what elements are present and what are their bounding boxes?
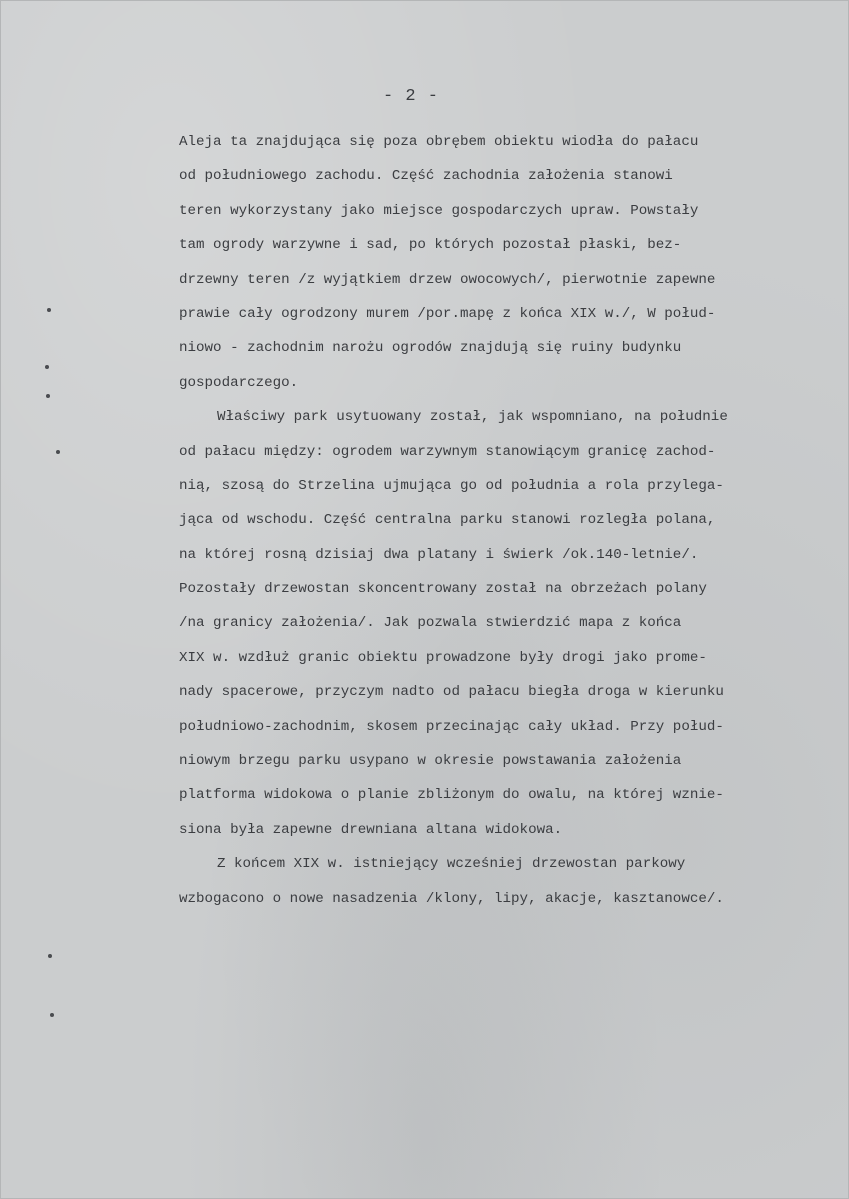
text-line: Pozostały drzewostan skoncentrowany został na obrzeżach polany [179,581,707,598]
text-line: wzbogacono o nowe nasadzenia /klony, lipy, akacje, kasztanowce/. [179,890,724,907]
margin-mark [45,365,49,369]
text-line: południowo-zachodnim, skosem przecinając cały układ. Przy połud- [179,718,724,735]
text-line: niowym brzegu parku usypano w okresie powstawania założenia [179,753,682,770]
text-line: nią, szosą do Strzelina ujmująca go od południa a rola przylega- [179,477,724,494]
text-line: Aleja ta znajdująca się poza obrębem obiektu wiodła do pałacu [179,134,699,150]
text-line: nady spacerowe, przyczym nadto od pałacu biegła droga w kierunku [179,684,724,701]
margin-mark [47,308,51,312]
text-line: XIX w. wzdłuż granic obiektu prowadzone były drogi jako prome- [179,649,707,666]
text-line: niowo - zachodnim narożu ogrodów znajdują się ruiny budynku [179,340,682,357]
margin-mark [46,394,50,398]
text-line: tam ogrody warzywne i sad, po których pozostał płaski, bez- [179,237,682,254]
text-line: platforma widokowa o planie zbliżonym do owalu, na której wznie- [179,787,724,804]
body-text [179,125,839,916]
text-line: od pałacu między: ogrodem warzywnym stanowiącym granicę zachod- [179,443,716,460]
text-line: gospodarczego. [179,374,299,391]
text-line: prawie cały ogrodzony murem /por.mapę z końca XIX w./, W połud- [179,305,716,322]
margin-mark [56,450,60,454]
margin-mark [50,1013,54,1017]
text-line: od południowego zachodu. Część zachodnia założenia stanowi [179,168,673,185]
text-line: teren wykorzystany jako miejsce gospodarczych upraw. Powstały [179,202,699,219]
paragraph-start-line: Z końcem XIX w. istniejący wcześniej drzewostan parkowy [217,856,686,873]
text-line: na której rosną dzisiaj dwa platany i świerk /ok.140-letnie/. [179,546,699,563]
text-line: jąca od wschodu. Część centralna parku stanowi rozległa polana, [179,512,716,529]
text-line: drzewny teren /z wyjątkiem drzew owocowych/, pierwotnie zapewne [179,271,716,288]
margin-mark [48,954,52,958]
text-line: /na granicy założenia/. Jak pozwala stwierdzić mapa z końca [179,615,682,632]
page-number: - 2 - [382,87,439,106]
paragraph-start-line: Właściwy park usytuowany został, jak wspomniano, na południe [217,409,728,426]
text-line: siona była zapewne drewniana altana widokowa. [179,821,563,838]
